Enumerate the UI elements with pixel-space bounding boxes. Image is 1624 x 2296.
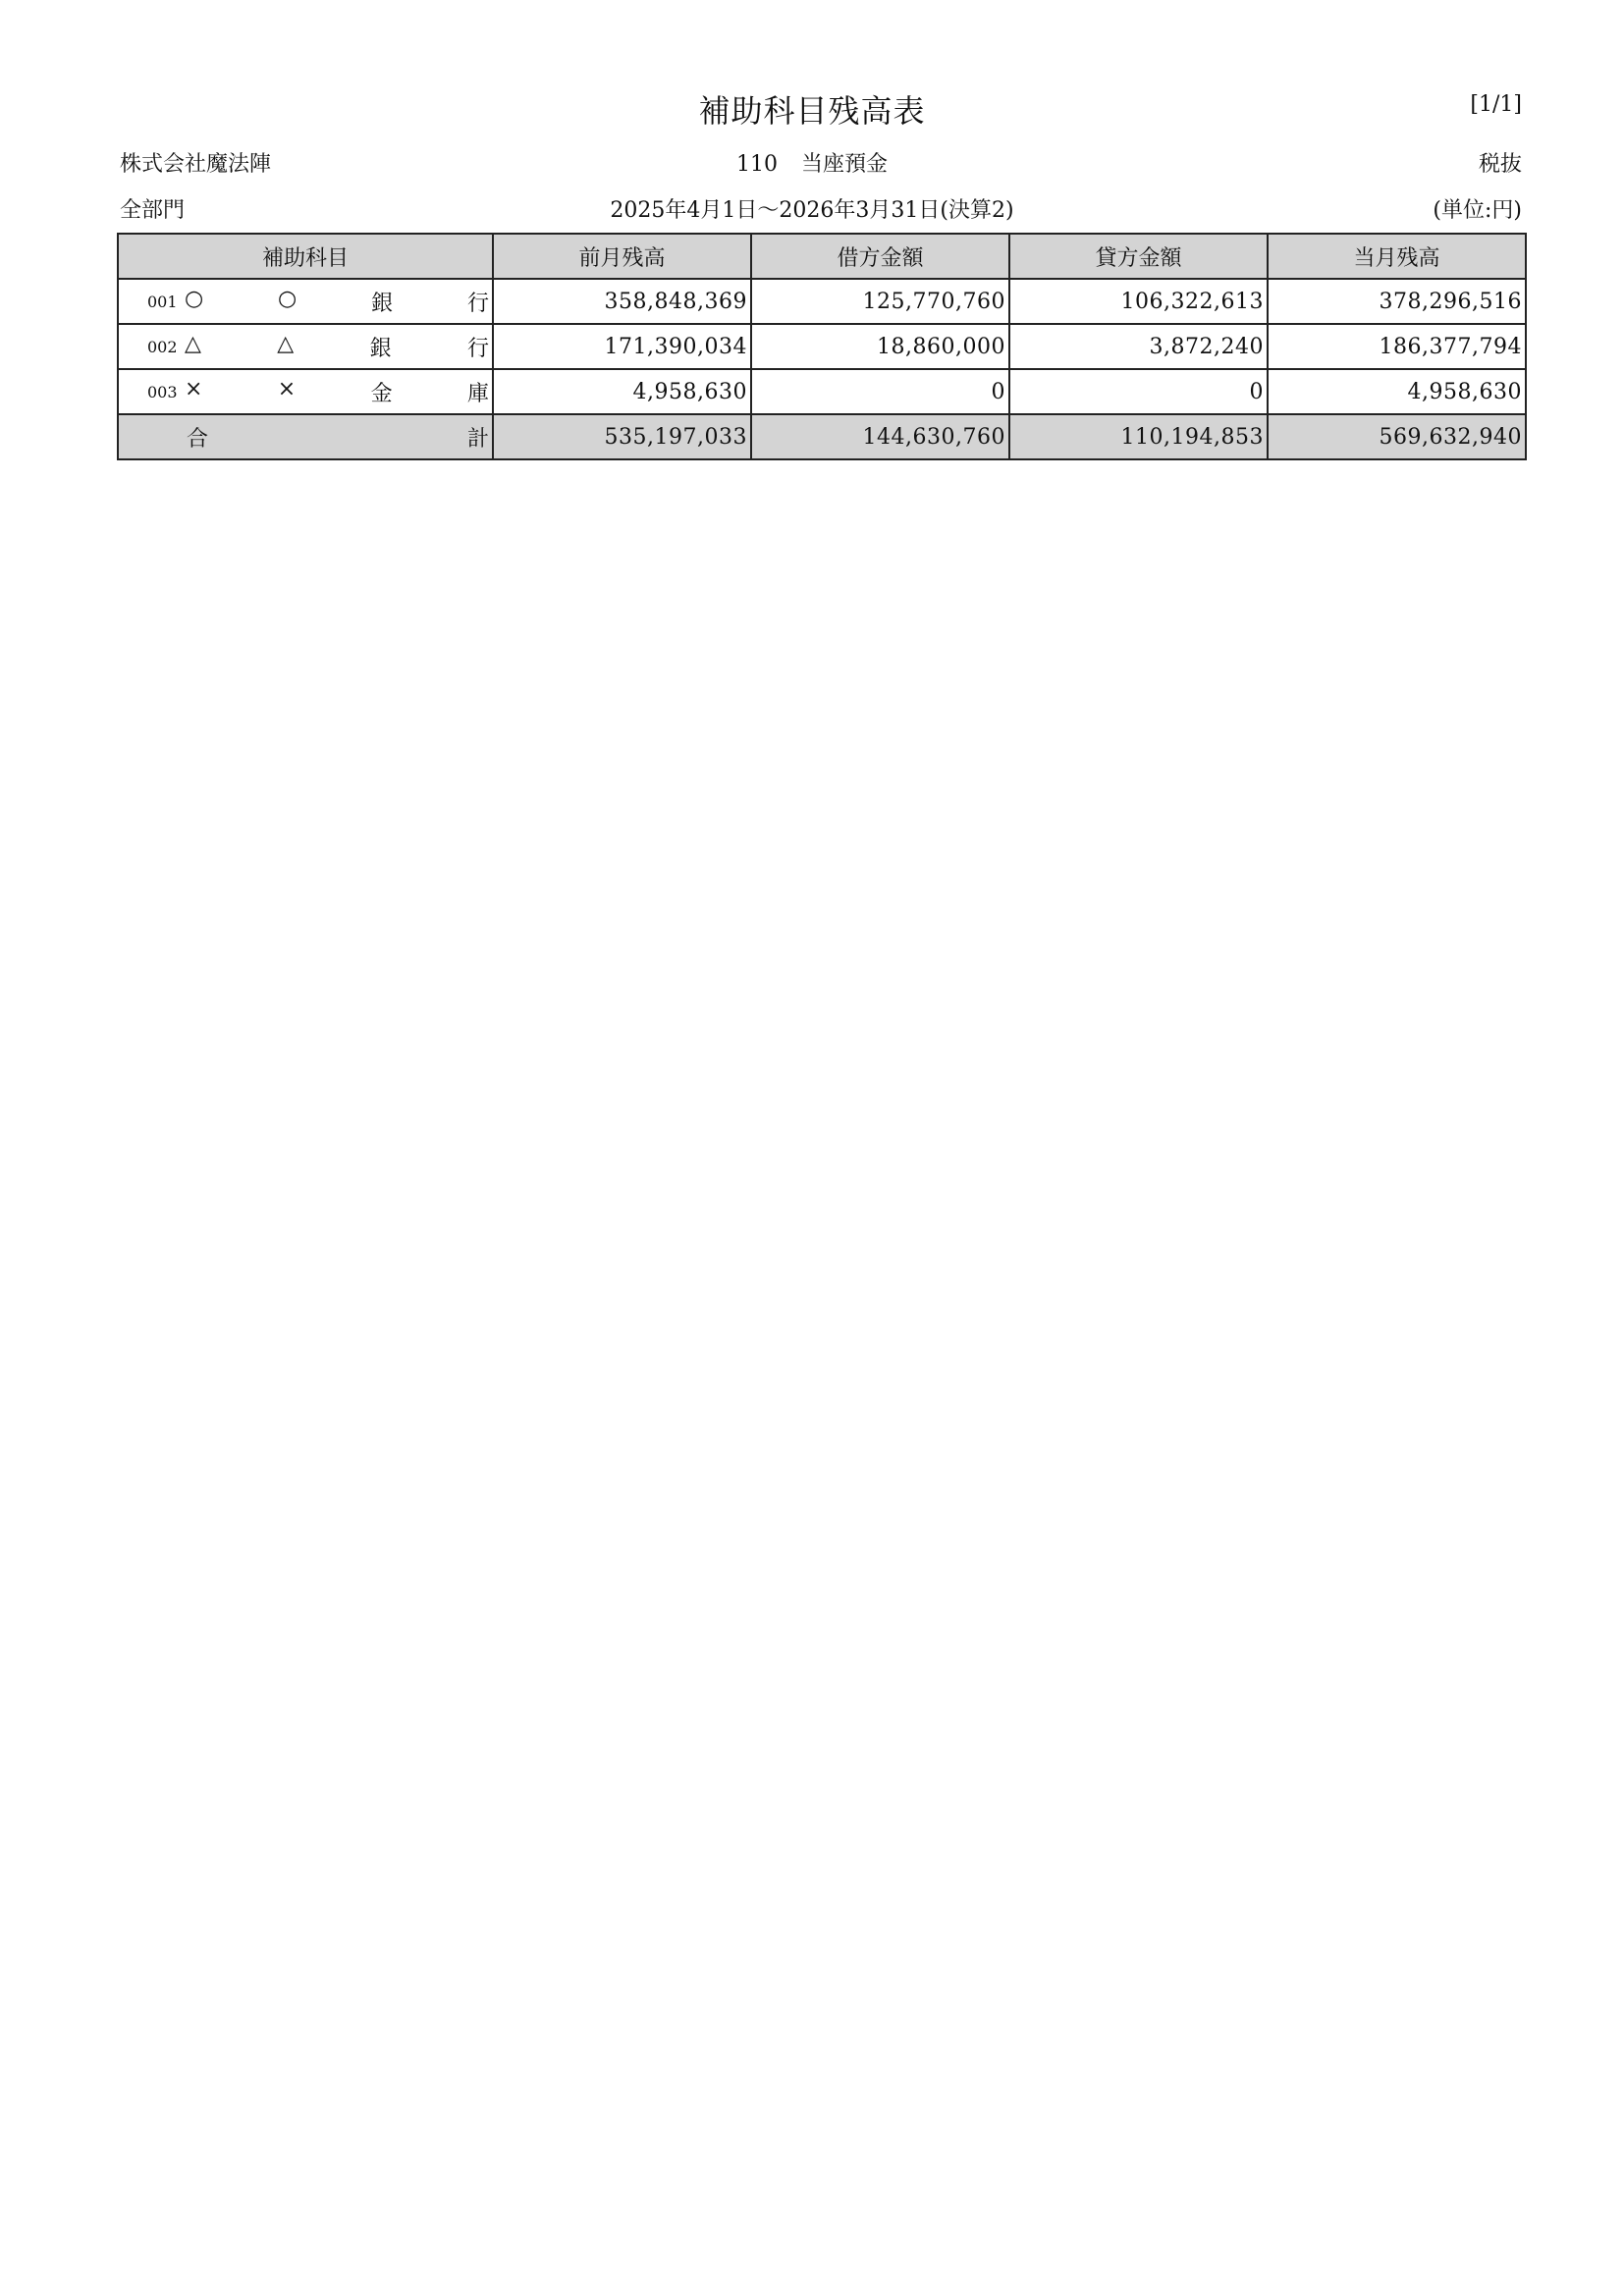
- header-prev-balance: 前月残高: [493, 234, 751, 279]
- name-char: △: [277, 331, 295, 356]
- account-code: 110: [735, 152, 778, 177]
- total-debit: 144,630,760: [751, 414, 1009, 459]
- sub-account-code: 002: [147, 337, 178, 356]
- current-balance-cell: 378,296,516: [1268, 279, 1526, 324]
- table-row: [118, 279, 1526, 324]
- name-char: 庫: [466, 381, 489, 406]
- unit-label: (単位:円): [1433, 198, 1522, 223]
- name-char: 行: [466, 291, 489, 316]
- page-number: [1/1]: [1470, 92, 1522, 117]
- credit-cell: 0: [1009, 369, 1268, 414]
- total-label-cell: [118, 414, 493, 459]
- sub-account-cell: [118, 369, 493, 414]
- table-row: [118, 369, 1526, 414]
- name-char: ×: [277, 376, 297, 401]
- period: 2025年4月1日～2026年3月31日(決算2): [610, 198, 1014, 223]
- total-current-balance: 569,632,940: [1268, 414, 1526, 459]
- table-row: [118, 324, 1526, 369]
- credit-cell: 3,872,240: [1009, 324, 1268, 369]
- sub-account-cell: [118, 324, 493, 369]
- account-name: 当座預金: [800, 152, 888, 177]
- sub-account-name: [181, 377, 489, 407]
- sub-account-cell: [118, 279, 493, 324]
- name-char: △: [185, 331, 201, 356]
- prev-balance-cell: 171,390,034: [493, 324, 751, 369]
- debit-cell: 0: [751, 369, 1009, 414]
- name-char: ○: [278, 286, 298, 311]
- sub-account-code: 003: [147, 382, 178, 401]
- prev-balance-cell: 4,958,630: [493, 369, 751, 414]
- header-debit: 借方金額: [751, 234, 1009, 279]
- prev-balance-cell: 358,848,369: [493, 279, 751, 324]
- name-char: 行: [466, 336, 489, 361]
- sub-account-name: [181, 287, 489, 317]
- total-label-char: 合: [187, 426, 209, 452]
- current-balance-cell: 4,958,630: [1268, 369, 1526, 414]
- sub-account-code: 001: [147, 292, 178, 311]
- balance-table: [117, 233, 1527, 460]
- table-header-row: [118, 234, 1526, 279]
- name-char: ○: [185, 286, 204, 311]
- header-current-balance: 当月残高: [1268, 234, 1526, 279]
- debit-cell: 18,860,000: [751, 324, 1009, 369]
- name-char: ×: [185, 376, 203, 401]
- debit-cell: 125,770,760: [751, 279, 1009, 324]
- name-char: 銀: [369, 336, 392, 361]
- name-char: 銀: [371, 291, 394, 316]
- tax-mode: 税抜: [1478, 152, 1522, 177]
- total-credit: 110,194,853: [1009, 414, 1268, 459]
- sub-account-name: [181, 332, 489, 362]
- total-prev-balance: 535,197,033: [493, 414, 751, 459]
- company-name: 株式会社魔法陣: [120, 152, 272, 177]
- total-row: [118, 414, 1526, 459]
- name-char: 金: [370, 381, 393, 406]
- department: 全部門: [120, 198, 186, 223]
- total-label-char: 計: [466, 426, 489, 452]
- report-title: 補助科目残高表: [698, 92, 926, 130]
- current-balance-cell: 186,377,794: [1268, 324, 1526, 369]
- header-sub-account: 補助科目: [118, 234, 493, 279]
- credit-cell: 106,322,613: [1009, 279, 1268, 324]
- account-label: [0, 147, 1624, 178]
- header-credit: 貸方金額: [1009, 234, 1268, 279]
